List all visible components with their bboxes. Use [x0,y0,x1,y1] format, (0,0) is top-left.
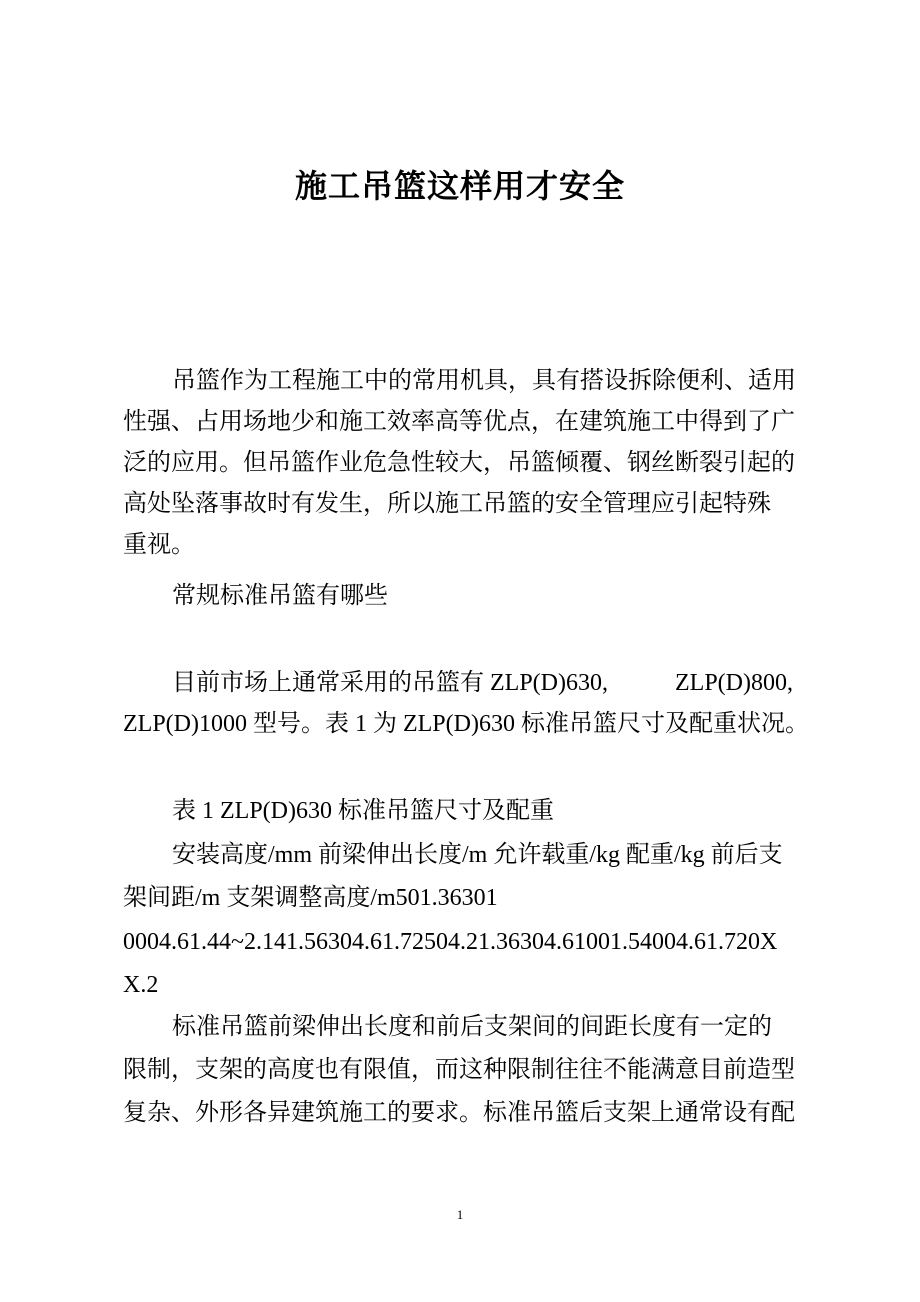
section-heading: 常规标准吊篮有哪些 [172,583,388,609]
paragraph-line: 限制，支架的高度也有限值，而这种限制往往不能满意目前造型 [123,1057,795,1083]
paragraph-line [172,667,793,699]
page-number: 1 [456,1207,464,1222]
paragraph-line: 性强、占用场地少和施工效率高等优点，在建筑施工中得到了广 [123,409,795,435]
table-text-line: 安装高度/mm 前梁伸出长度/m 允许载重/kg 配重/kg 前后支 [172,842,783,868]
paragraph-line: 泛的应用。但吊篮作业危急性较大，吊篮倾覆、钢丝断裂引起的 [123,450,795,476]
paragraph-line: 高处坠落事故时有发生，所以施工吊篮的安全管理应引起特殊 [123,491,771,517]
document-title: 施工吊篮这样用才安全 [294,168,625,204]
table-caption: 表 1 ZLP(D)630 标准吊篮尺寸及配重 [172,798,554,824]
paragraph-line: 吊篮作为工程施工中的常用机具，具有搭设拆除便利、适用 [172,368,796,394]
paragraph-line: 标准吊篮前梁伸出长度和前后支架间的间距长度有一定的 [172,1014,772,1040]
table-text-line: 0004.61.44~2.141.56304.61.72504.21.36304.61001.54004.61.720X [123,929,778,955]
paragraph-line: 重视。 [123,532,195,558]
paragraph-line: ZLP(D)1000 型号。表 1 为 ZLP(D)630 标准吊篮尺寸及配重状况。 [123,711,809,737]
paragraph-line-start: 目前市场上通常采用的吊篮有 ZLP(D)630, [172,670,608,696]
paragraph-line: 复杂、外形各异建筑施工的要求。标准吊篮后支架上通常设有配 [123,1100,795,1126]
table-text-line: 架间距/m 支架调整高度/m501.36301 [123,885,498,911]
table-text-line: X.2 [123,972,159,998]
paragraph-line-end: ZLP(D)800, [675,670,793,696]
